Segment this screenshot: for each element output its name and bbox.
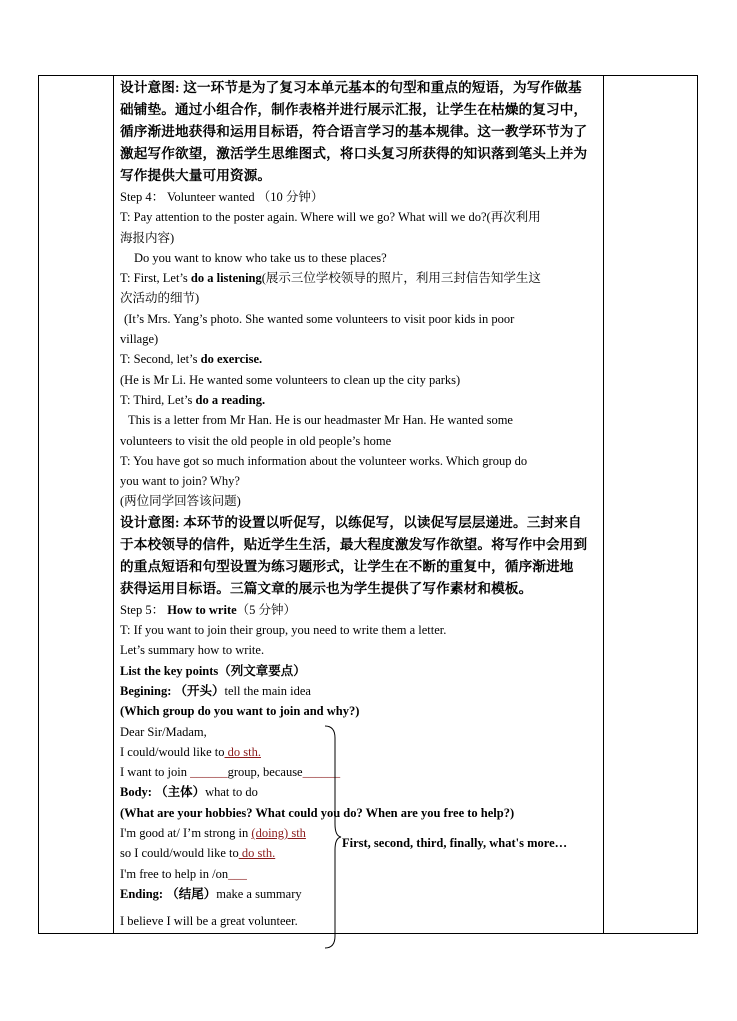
hobbies-line: (What are your hobbies? What could you do? When are you free to help?) [120,805,515,820]
join-text2: group, because [227,765,303,780]
t-poster-line2: 海报内容) [120,230,175,245]
first-line2: 次活动的细节) [120,291,200,306]
design-line: 础铺垫。通过小组合作，制作表格并进行展示汇报，让学生在枯燥的复习中， [120,102,588,117]
two-students-line: (两位同学回答该问题) [120,494,241,509]
join-text: I want to join [120,765,191,780]
t-poster-line1: T: Pay attention to the poster again. Where will we go? What will we do?(再次利用 [120,210,541,225]
could-text: so I could/would like to [120,846,239,861]
join-blank2: ______ [302,765,341,780]
step4-heading: Step 4： Volunteer wanted （10 分钟） [120,190,324,204]
table-divider-right [603,75,604,934]
design-line: 激起写作欲望，激活学生思维图式，将口头复习所获得的知识落到笔头上并为 [120,146,588,161]
design-line: 于本校领导的信件，贴近学生生活，最大程度激发写作欲望。将写作中会用到 [120,536,588,552]
beginning-line [120,681,598,701]
beginning-text: tell the main idea [224,683,311,698]
first-note: (展示三位学校领导的照片，利用三封信告知学生这 [261,271,541,286]
could-phrase: do sth. [224,744,261,759]
summary-line: Let’s summary how to write. [120,643,265,658]
free-line [120,864,598,884]
if-join-line: T: If you want to join their group, you need to write them a letter. [120,623,447,638]
lesson-content [120,77,598,932]
design-intent-1 [120,77,598,187]
key-points-line: List the key points（列文章要点） [120,663,306,678]
first-line [120,268,598,288]
table-divider-left [113,75,114,934]
could-line1 [120,742,598,762]
step5-prefix: Step 5： [120,602,168,617]
design-intent-2 [120,512,598,600]
first-activity: do a listening [190,271,262,286]
good-text: I'm good at/ I’m strong in [120,826,252,841]
design-line: 的重点短语和句型设置为练习题形式，让学生在不断的重复中，循序渐进地 [120,558,574,574]
dear-line: Dear Sir/Madam, [120,724,207,739]
design-line: 设计意图: 本环节的设置以听促写，以练促写，以读促写层层递进。三封来自 [120,514,582,530]
step5-heading [120,600,598,620]
question-who: Do you want to know who take us to these places? [134,250,387,265]
design-line: 循序渐进地获得和运用目标语，符合语言学习的基本规律。这一教学环节为了 [120,124,588,139]
could-text: I could/would like to [120,744,225,759]
join-line [120,762,598,782]
han-line2: volunteers to visit the old people in old people’s home [120,433,392,448]
body-label: Body: （主体） [120,785,206,800]
connectives-text: First, second, third, finally, what's more… [342,836,568,850]
third-prefix: T: Third, Let’s [120,392,196,407]
curly-brace-icon [323,724,343,950]
design-line: 设计意图: 这一环节是为了复习本单元基本的句型和重点的短语，为写作做基 [120,80,582,95]
design-line: 获得运用目标语。三篇文章的展示也为学生提供了写作素材和模板。 [120,580,533,596]
step5-time: （5 分钟） [236,602,297,617]
yang-line1: (It’s Mrs. Yang’s photo. She wanted some volunteers to visit poor kids in poor [124,311,515,326]
free-blank: ___ [228,866,247,881]
step5-title: How to write [167,602,237,617]
second-activity: do exercise. [200,352,263,367]
yang-line2: village) [120,332,159,347]
ending-text: make a summary [216,886,302,901]
good-phrase: (doing) sth [251,826,306,841]
ending-label: Ending: （结尾） [120,886,217,901]
free-text: I'm free to help in /on [120,866,229,881]
han-line1: This is a letter from Mr Han. He is our headmaster Mr Han. He wanted some [128,413,513,428]
second-prefix: T: Second, let’s [120,352,201,367]
li-line: (He is Mr Li. He wanted some volunteers to clean up the city parks) [120,372,461,387]
second-line [120,349,598,369]
first-prefix: T: First, Let’s [120,271,191,286]
third-line [120,390,598,410]
which-group-line: (Which group do you want to join and why?) [120,704,360,719]
body-line [120,782,598,802]
design-line: 写作提供大量可用资源。 [120,168,272,183]
info-line1: T: You have got so much information about the volunteer works. Which group do [120,453,528,468]
beginning-label: Begining: （开头） [120,683,225,698]
join-blank: ______ [190,765,228,780]
body-text: what to do [205,785,258,800]
believe-line: I believe I will be a great volunteer. [120,914,298,929]
third-activity: do a reading. [195,392,266,407]
info-line2: you want to join? Why? [120,474,240,489]
could-phrase: do sth. [238,846,276,861]
ending-line [120,884,598,904]
